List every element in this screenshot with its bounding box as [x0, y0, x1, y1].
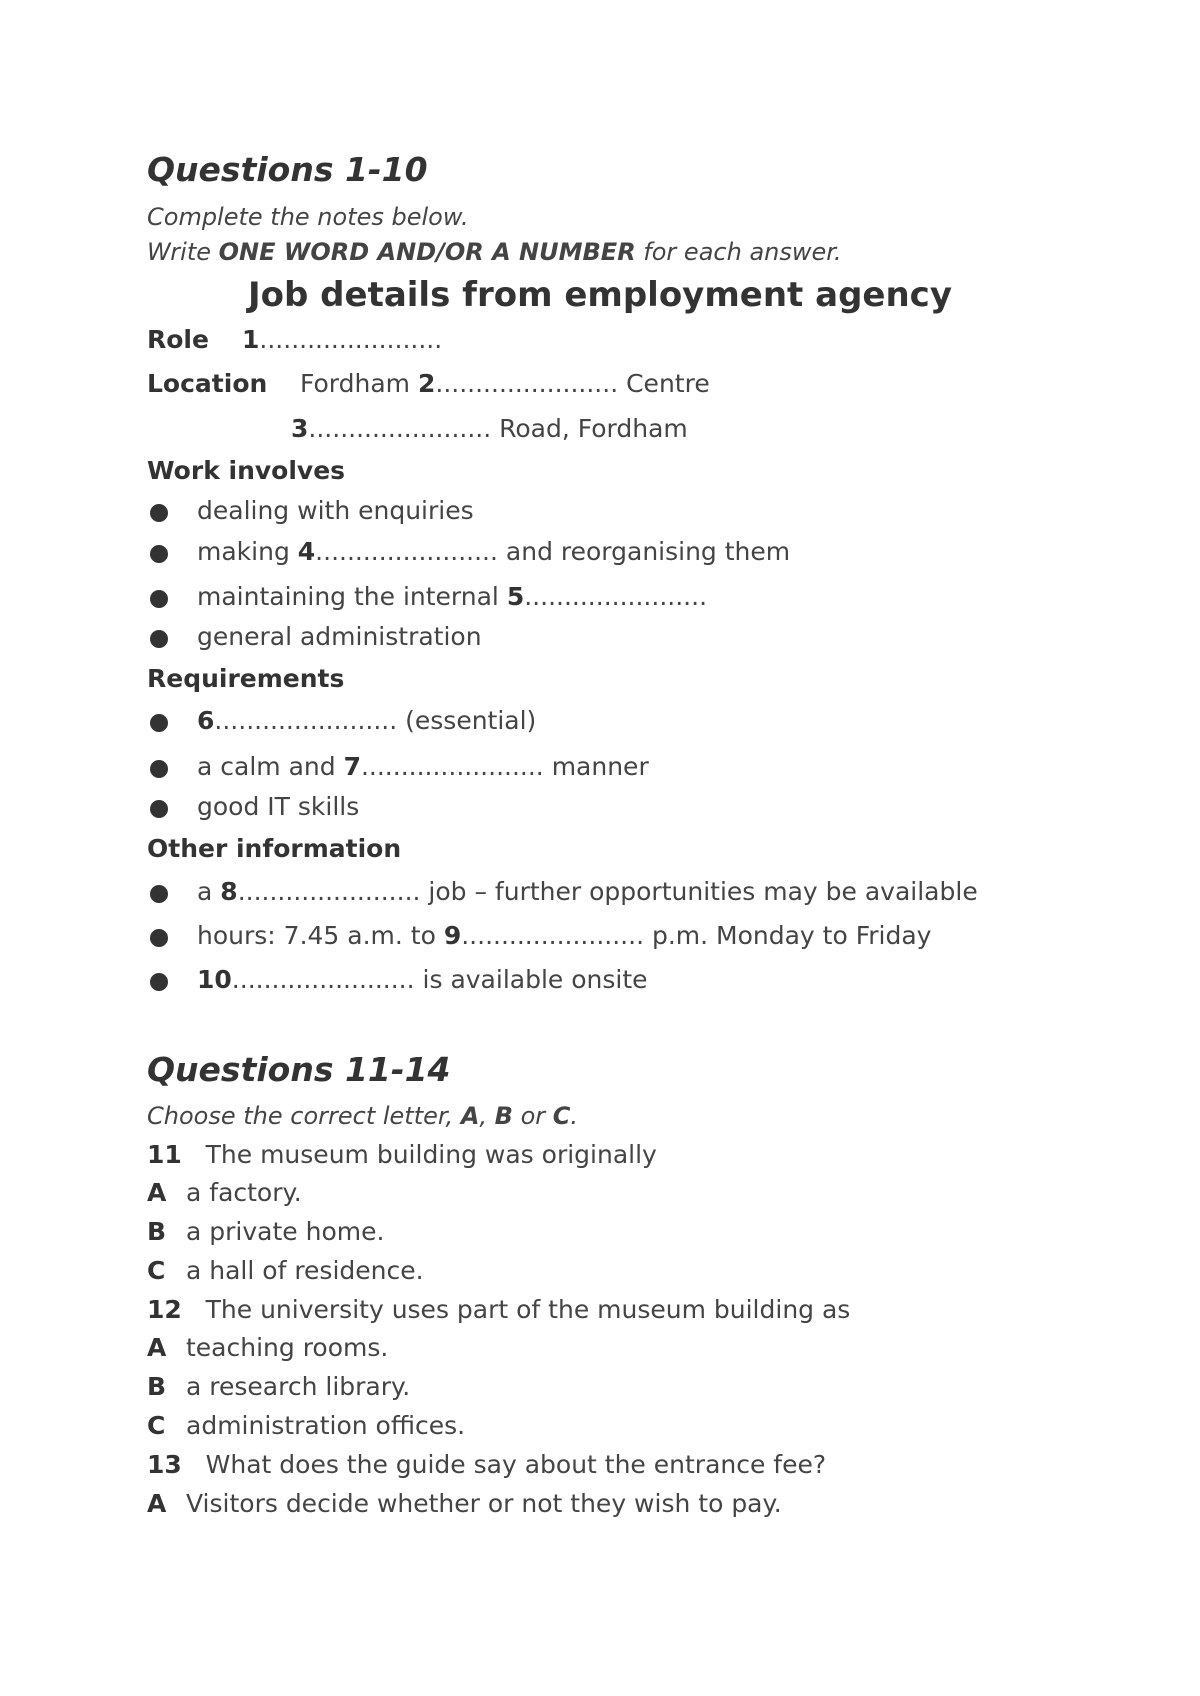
- road-answer-line: 3....................... Road, Fordham: [291, 414, 688, 443]
- option-text: a hall of residence.: [186, 1256, 424, 1285]
- notes-title: Job details from employment agency: [248, 275, 952, 315]
- option-letter: B: [147, 1217, 167, 1246]
- option-letter: A: [147, 1178, 167, 1207]
- section1-heading: Questions 1-10: [147, 150, 428, 189]
- role-answer-line: 1.......................: [242, 325, 443, 354]
- requirement-item: good IT skills: [197, 792, 360, 821]
- bullet-icon: [150, 929, 168, 947]
- work-item: making 4....................... and reorganising them: [197, 537, 791, 566]
- bullet-icon: [150, 545, 168, 563]
- bullet-icon: [150, 885, 168, 903]
- other-item: a 8....................... job – further opportunities may be available: [197, 877, 978, 906]
- bullet-icon: [150, 800, 168, 818]
- bullet-icon: [150, 973, 168, 991]
- location-answer-line: Fordham 2....................... Centre: [300, 369, 710, 398]
- bullet-icon: [150, 630, 168, 648]
- option-letter: B: [147, 1372, 167, 1401]
- option-letter: C: [147, 1256, 166, 1285]
- location-label: Location: [147, 369, 268, 398]
- question-13: 13 What does the guide say about the entrance fee?: [147, 1450, 827, 1479]
- work-item: dealing with enquiries: [197, 496, 474, 525]
- work-involves-label: Work involves: [147, 456, 346, 485]
- option-letter: A: [147, 1489, 167, 1518]
- requirement-item: a calm and 7....................... manner: [197, 752, 649, 781]
- bullet-icon: [150, 504, 168, 522]
- question-12: 12 The university uses part of the museum building as: [147, 1295, 851, 1324]
- option-text: teaching rooms.: [186, 1333, 389, 1362]
- option-text: a research library.: [186, 1372, 411, 1401]
- section1-instruction-1: Complete the notes below.: [147, 203, 469, 231]
- other-item: hours: 7.45 a.m. to 9....................... p.m. Monday to Friday: [197, 921, 932, 950]
- section2-heading: Questions 11-14: [147, 1050, 451, 1089]
- option-text: administration offices.: [186, 1411, 466, 1440]
- requirements-label: Requirements: [147, 664, 345, 693]
- other-information-label: Other information: [147, 834, 402, 863]
- option-letter: A: [147, 1333, 167, 1362]
- bullet-icon: [150, 590, 168, 608]
- requirement-item: 6....................... (essential): [197, 706, 537, 735]
- bullet-icon: [150, 714, 168, 732]
- bullet-icon: [150, 760, 168, 778]
- option-text: Visitors decide whether or not they wish to pay.: [186, 1489, 782, 1518]
- work-item: general administration: [197, 622, 482, 651]
- section1-instruction-2: Write ONE WORD AND/OR A NUMBER for each answer.: [147, 238, 842, 266]
- option-text: a factory.: [186, 1178, 302, 1207]
- work-item: maintaining the internal 5.......................: [197, 582, 708, 611]
- option-text: a private home.: [186, 1217, 385, 1246]
- other-item: 10....................... is available onsite: [197, 965, 648, 994]
- question-11: 11 The museum building was originally: [147, 1140, 657, 1169]
- section2-instruction: Choose the correct letter, A, B or C.: [147, 1102, 579, 1130]
- role-label: Role: [147, 325, 209, 354]
- option-letter: C: [147, 1411, 166, 1440]
